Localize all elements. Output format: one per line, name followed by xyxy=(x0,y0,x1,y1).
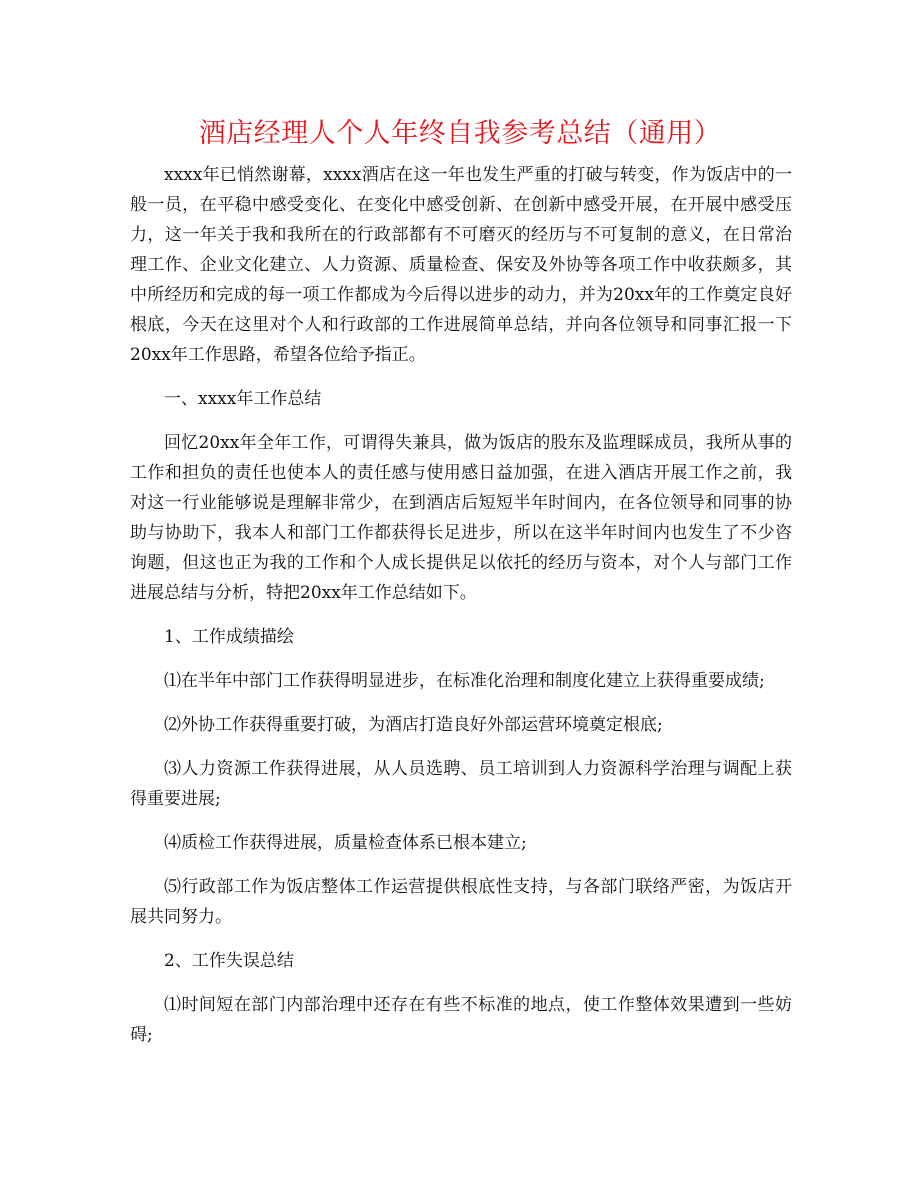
list-item: ⑴在半年中部门工作获得明显进步，在标准化治理和制度化建立上获得重要成绩; xyxy=(164,671,765,691)
subsection-heading: 1、工作成绩描绘 xyxy=(164,627,294,647)
section-heading: 一、xxxx年工作总结 xyxy=(164,389,322,409)
list-item: ⑵外协工作获得重要打破，为酒店打造良好外部运营环境奠定根底; xyxy=(164,715,663,735)
list-item: ⑶人力资源工作获得进展，从人员选聘、员工培训到人力资源科学治理与调配上获得重要进展; xyxy=(130,759,792,809)
list-item: ⑸行政部工作为饭店整体工作运营提供根底性支持，与各部门联络严密，为饭店开展共同努力。 xyxy=(130,877,792,927)
document-body xyxy=(130,160,792,1064)
list-item: ⑷质检工作获得进展，质量检查体系已根本建立; xyxy=(164,833,527,853)
document-title: 酒店经理人个人年终自我参考总结（通用） xyxy=(198,118,722,149)
intro-paragraph: xxxx年已悄然谢幕，xxxx酒店在这一年也发生严重的打破与转变，作为饭店中的一般一员，在平稳中感受变化、在变化中感受创新、在创新中感受开展，在开展中感受压力，这一年关于我和我所在的行政部都有不可磨灭的经历与不可复制的意义，在日常治理工作、企业文化建立、人力资源、质量检查、保安及外协等各项工作中收获颇多，其中所经历和完成的每一项工作都成为今后得以进步的动力，并为20xx年的工作奠定良好根底，今天在这里对个人和行政部的工作进展简单总结，并向各位领导和同事汇报一下20xx年工作思路，希望各位给予指正。 xyxy=(130,165,792,365)
list-item: ⑴时间短在部门内部治理中还存在有些不标准的地点，使工作整体效果遭到一些妨碍; xyxy=(130,995,792,1045)
subsection-heading: 2、工作失误总结 xyxy=(164,951,294,971)
body-paragraph: 回忆20xx年全年工作，可谓得失兼具，做为饭店的股东及监理睬成员，我所从事的工作和担负的责任也使本人的责任感与使用感日益加强，在进入酒店开展工作之前，我对这一行业能够说是理解非常少，在到酒店后短短半年时间内，在各位领导和同事的协助与协助下，我本人和部门工作都获得长足进步，所以在这半年时间内也发生了不少咨询题，但这也正为我的工作和个人成长提供足以依托的经历与资本，对个人与部门工作进展总结与分析，特把20xx年工作总结如下。 xyxy=(130,433,792,603)
